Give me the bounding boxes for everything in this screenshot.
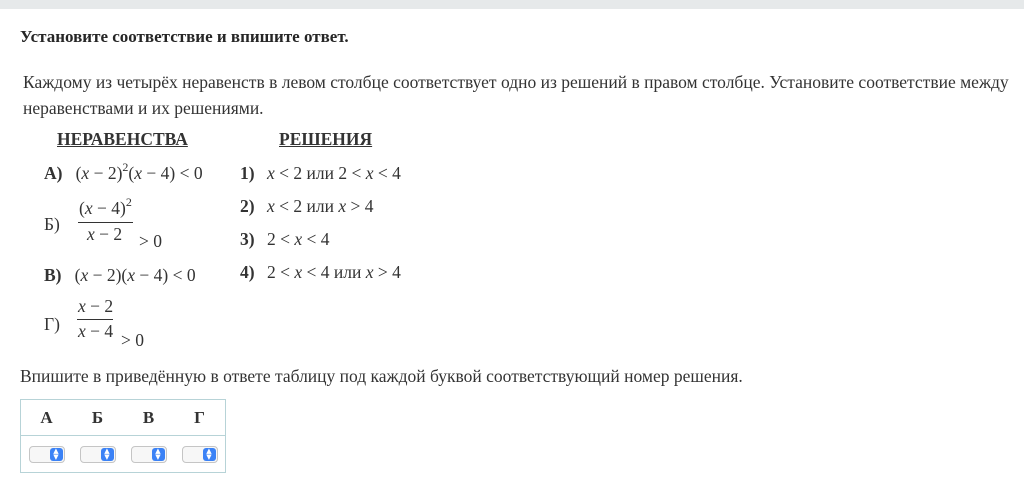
answer-header-v: В — [123, 400, 174, 436]
answer-header-b: Б — [72, 400, 123, 436]
inequality-g-letter: Г) — [44, 314, 60, 334]
updown-chevron-icon: ▲ ▼ — [50, 448, 63, 461]
solution-4-number: 4) — [240, 262, 255, 282]
updown-chevron-icon: ▲ ▼ — [101, 448, 114, 461]
solution-3-number: 3) — [240, 229, 255, 249]
answer-instruction: Впишите в приведённую в ответе таблицу под каждой буквой соответствующий номер решения. — [20, 366, 743, 386]
solution-2-number: 2) — [240, 196, 255, 216]
answer-select-v[interactable] — [131, 446, 167, 463]
task-heading: Установите соответствие и впишите ответ. — [20, 27, 349, 46]
solution-2: 2) x < 2 или x > 4 — [240, 196, 374, 216]
answer-table-inputs — [21, 436, 226, 473]
solution-4: 4) 2 < x < 4 или x > 4 — [240, 262, 401, 282]
column-header-solutions: РЕШЕНИЯ — [279, 129, 373, 149]
answer-table-header — [21, 400, 226, 436]
solution-1-number: 1) — [240, 163, 255, 183]
answer-header-g: Г — [174, 400, 226, 436]
inequality-g-rhs: > 0 — [121, 330, 144, 350]
inequality-a: А) $(x - 2)^2(x - 4) < 0$ — [44, 160, 203, 183]
task-intro: Каждому из четырёх неравенств в левом столбце соответствует одно из решений в правом столбце. Установите соответствие между неравенствами и их решениями. — [23, 72, 1009, 118]
updown-chevron-icon: ▲ ▼ — [152, 448, 165, 461]
solution-3: 3) 2 < x < 4 — [240, 229, 330, 249]
inequality-v-letter: В) — [44, 265, 62, 285]
top-bar — [0, 0, 1024, 9]
inequality-b-rhs: > 0 — [139, 231, 162, 251]
column-header-inequalities: НЕРАВЕНСТВА — [57, 129, 188, 149]
answer-header-a: А — [21, 400, 73, 436]
answer-select-b[interactable] — [80, 446, 116, 463]
inequality-b-letter: Б) — [44, 214, 60, 234]
updown-chevron-icon: ▲ ▼ — [203, 448, 216, 461]
answer-table — [20, 399, 226, 473]
inequality-a-letter: А) — [44, 163, 63, 183]
inequality-v: В) (x − 2)(x − 4) < 0 — [44, 265, 196, 285]
answer-select-g[interactable] — [182, 446, 218, 463]
answer-select-a[interactable] — [29, 446, 65, 463]
solution-1: 1) x < 2 или 2 < x < 4 — [240, 163, 401, 183]
